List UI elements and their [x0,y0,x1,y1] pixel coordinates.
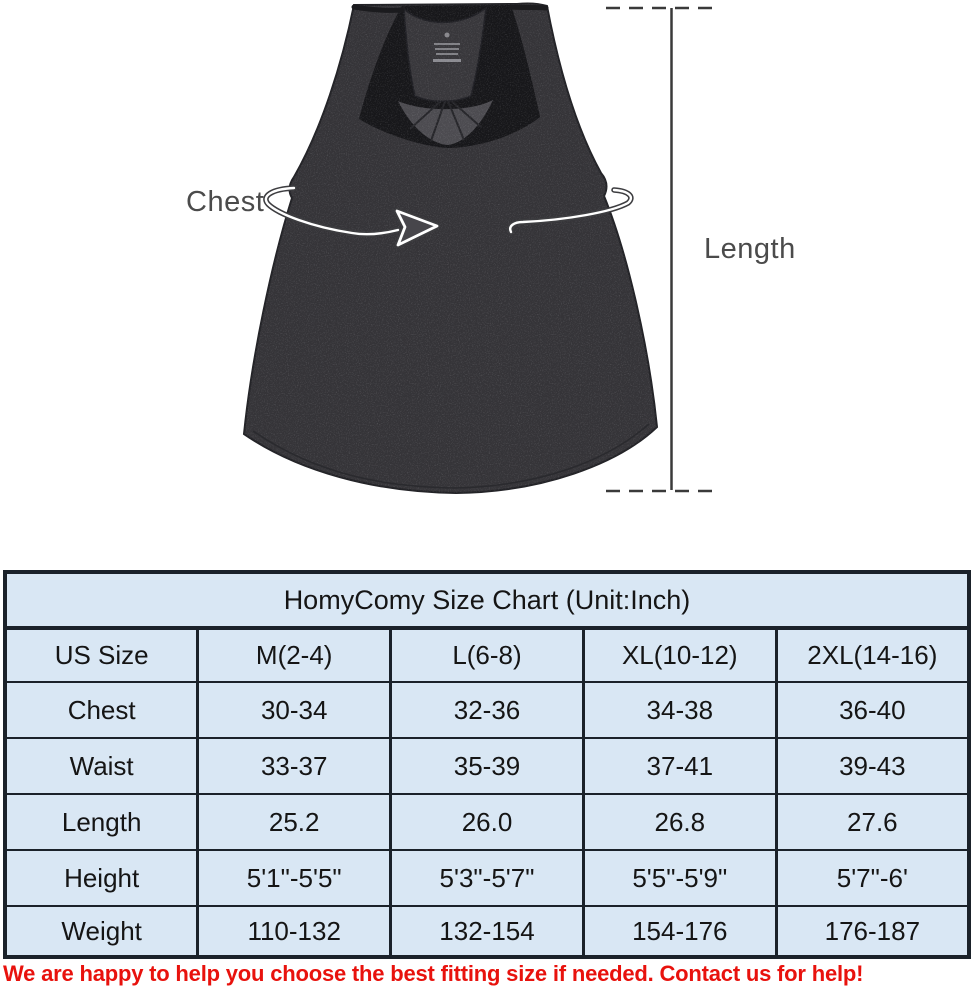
column-header: M(2-4) [198,628,391,682]
table-cell: 36-40 [776,682,969,738]
table-cell: 132-154 [391,906,584,957]
table-cell: 27.6 [776,794,969,850]
table-cell: 5'5"-5'9" [583,850,776,906]
table-cell: 176-187 [776,906,969,957]
table-cell: 5'1"-5'5" [198,850,391,906]
table-row [5,682,969,738]
tank-top-shape [238,0,662,500]
table-row [5,850,969,906]
table-cell: 26.8 [583,794,776,850]
row-label: Waist [5,738,198,794]
table-cell: 30-34 [198,682,391,738]
row-label: Length [5,794,198,850]
row-label: Chest [5,682,198,738]
table-cell: 32-36 [391,682,584,738]
table-cell: 154-176 [583,906,776,957]
table-cell: 5'7"-6' [776,850,969,906]
table-cell: 25.2 [198,794,391,850]
table-row [5,906,969,957]
contact-help-note: We are happy to help you choose the best fitting size if needed. Contact us for help! [3,961,864,986]
length-measure-label: Length [704,233,796,265]
column-header: US Size [5,628,198,682]
size-table [3,570,971,959]
size-table-body [5,572,969,957]
table-cell: 33-37 [198,738,391,794]
table-cell: 39-43 [776,738,969,794]
column-header: 2XL(14-16) [776,628,969,682]
size-chart-section [3,570,975,959]
row-label: Height [5,850,198,906]
table-cell: 26.0 [391,794,584,850]
table-cell: 35-39 [391,738,584,794]
table-title-row [5,572,969,628]
table-header-row [5,628,969,682]
table-cell: 5'3"-5'7" [391,850,584,906]
chest-measure-label: Chest [186,186,265,218]
column-header: XL(10-12) [583,628,776,682]
table-row [5,738,969,794]
table-row [5,794,969,850]
table-cell: 34-38 [583,682,776,738]
row-label: Weight [5,906,198,957]
table-title: HomyComy Size Chart (Unit:Inch) [5,572,969,628]
table-cell: 110-132 [198,906,391,957]
table-cell: 37-41 [583,738,776,794]
column-header: L(6-8) [391,628,584,682]
